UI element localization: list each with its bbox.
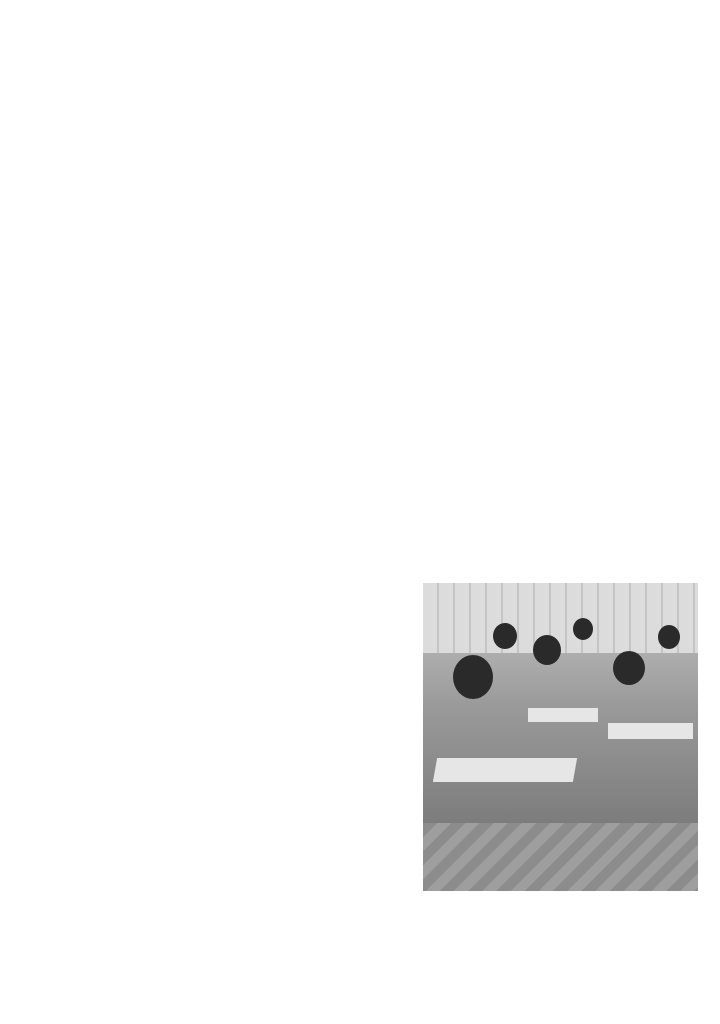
- student-figure: [453, 655, 493, 699]
- student-figure: [613, 651, 645, 685]
- classroom-floor: [423, 823, 698, 891]
- student-desk: [528, 708, 598, 722]
- student-figure: [493, 623, 517, 649]
- student-desk: [433, 758, 577, 782]
- student-desk: [608, 723, 693, 739]
- student-figure: [573, 618, 593, 640]
- classroom-photo: [423, 583, 698, 891]
- student-figure: [658, 625, 680, 649]
- student-figure: [533, 635, 561, 665]
- classroom-wall: [423, 583, 698, 653]
